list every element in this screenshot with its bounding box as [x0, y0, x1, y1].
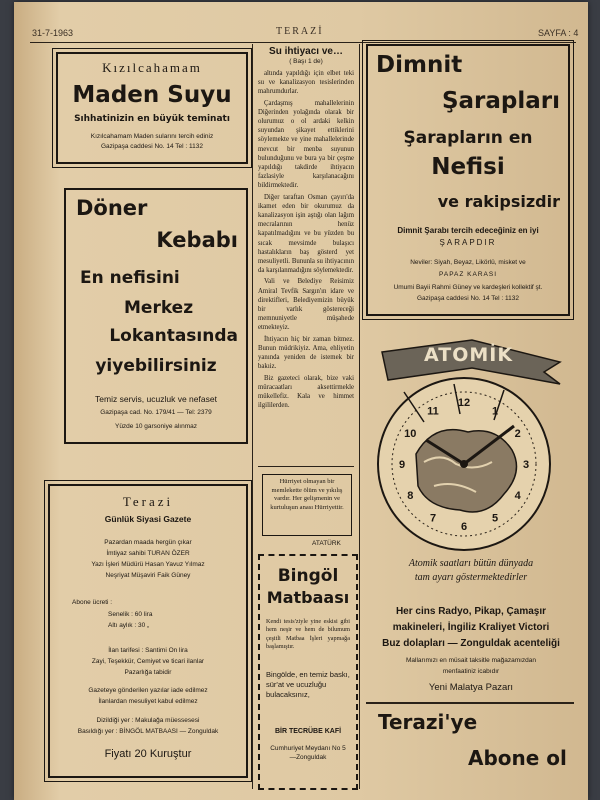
dimnit-line6: Dimnit Şarabı tercih edeceğiniz en iyi: [397, 226, 539, 235]
doner-kebab-ad: [64, 188, 248, 444]
masthead-subtitle: Günlük Siyasi Gazete: [104, 514, 192, 524]
dimnit-line8: Neviler: Siyah, Beyaz, Likörlü, misket ve: [410, 259, 526, 266]
masthead-line11: Zayi, Teşekkür, Cemiyet ve ticari ilanlar: [91, 658, 205, 665]
header-date: 31-7-1963: [32, 28, 74, 38]
maden-line2: Maden Suyu: [72, 82, 232, 108]
doner-line5: Lokantasında: [109, 326, 238, 346]
clock-number: 5: [491, 512, 499, 525]
clock-number: 2: [514, 428, 521, 440]
atomik-line5: menfaatiniz icabıdır: [442, 668, 500, 675]
masthead-line5: Yazı İşleri Müdürü Hasan Yavuz Yılmaz: [91, 561, 205, 568]
dimnit-line3: Şarapların en: [403, 128, 533, 148]
header-title: TERAZİ: [276, 26, 324, 37]
dimnit-line9: PAPAZ KARASI: [439, 271, 497, 278]
clock-number: 1: [491, 405, 499, 418]
quote-author: ATATÜRK: [312, 540, 341, 547]
ataturk-quote-box: [262, 474, 352, 536]
atomik-banner-text: ATOMİK: [424, 344, 514, 366]
newspaper-page: [14, 2, 588, 800]
clock-number: 7: [429, 512, 437, 525]
header-rule: [30, 42, 576, 43]
clock-number: 4: [514, 490, 521, 502]
dimnit-line2: Şarapları: [441, 88, 560, 114]
clock-number: 9: [398, 459, 406, 471]
maden-line4: Kızılcahamam Maden sularını tercih ediniz: [90, 133, 214, 140]
dimnit-line11: Gazipaşa caddesi No. 14 Tel : 1132: [416, 295, 520, 302]
masthead-line14: İlanlardan mesuliyet kabul edilmez: [98, 698, 198, 705]
article-paragraph: İhtiyacın hiç bir zaman bitmez. Bunun müdrikiyiz. Ama, ehliyetin yanında yeniden de istemek bir bakıiz.: [258, 335, 354, 371]
dimnit-line7: ŞARAPDIR: [439, 238, 497, 247]
doner-line9: Yüzde 10 garsoniye alınmaz: [114, 423, 198, 430]
bingol-text3: BİR TECRÜBE KAFİ: [274, 728, 342, 735]
dimnit-line10: Umumi Bayii Rahmi Güney ve kardeşleri kollektif şt.: [393, 284, 543, 291]
atomik-line1: Her cins Radyo, Pikap, Çamaşır: [395, 606, 547, 617]
clock-number: 12: [457, 397, 471, 409]
header-page: SAYFA : 4: [538, 28, 579, 38]
article-paragraph: altında yapıldığı için elbet teki su ve kanalizasyon tesislerinden mahrumdurlar.: [258, 70, 354, 96]
clock-number: 11: [427, 405, 439, 418]
dimnit-line1: Dimnit: [376, 52, 463, 78]
article-rule: [258, 466, 354, 467]
bingol-title1: Bingöl: [277, 566, 339, 586]
masthead-line7: Abone ücreti :: [72, 599, 113, 606]
doner-line3: En nefisini: [80, 268, 180, 288]
article-paragraph: Diğer taraftan Osman çayırı'da ikamet eden bir okurumuz da kanalizasyon işin aştığı olan lağım mecralarının henüz kapatılmadığını ve bu yüzden bu sıcak mevsimde bulaşıcı hastalıkların baş gösterd yet mesuliyetli. Bununla su ihtiyacının da karşılanmadığını söylemektedir.: [258, 193, 354, 275]
subscribe-line1: Terazi'ye: [378, 710, 478, 734]
atomik-ad: [364, 322, 578, 602]
maden-line3: Sıhhatinizin en büyük teminatı: [74, 114, 230, 124]
doner-line2: Kebabı: [156, 228, 238, 252]
bingol-text1: Kendi tesis'ziyle yine eskisi gibi hem neşir ve hem de bilumum çeşitli Matbaa İşleri yapmağa başlamıştır.: [266, 618, 350, 651]
atomik-line6: Yeni Malatya Pazarı: [428, 682, 514, 693]
clock-number: 6: [460, 521, 468, 533]
column-rule-left: [252, 44, 253, 789]
doner-line4: Merkez: [124, 298, 194, 318]
article-paragraph: Biz gazeteci olarak, bize vaki müracaatları aksettirmekle mükellefiz. Kala ve himmet ilgililerden.: [258, 374, 354, 410]
doner-line8: Gazipaşa cad. No. 179/41 — Tel: 2379: [100, 409, 212, 416]
subscribe-rule: [366, 702, 574, 704]
clock-number: 10: [404, 428, 417, 440]
masthead-line3: Pazardan maada hergün çıkar: [104, 539, 192, 546]
masthead-line16: Basıldığı yer : BİNGÖL MATBAASI — Zonguldak: [77, 728, 219, 735]
subscribe-line2: Abone ol: [468, 746, 567, 770]
clock-center: [460, 460, 468, 468]
dimnit-line4: Nefisi: [431, 154, 505, 180]
masthead-price: Fiyatı 20 Kuruştur: [104, 748, 192, 760]
quote-text: Hürriyet olmayan bir memlekette ölüm ve yıkılış vardır. Her gelişmenin ve kurtuluşun anası Hürriyettir.: [270, 478, 344, 511]
atomik-line4: Mallarımızı en müsait taksitle mağazamızdan: [405, 657, 537, 664]
masthead-line10: İlan tarifesi : Santimi On lira: [108, 647, 188, 654]
bingol-text4: Cumhuriyet Meydanı No 5—Zonguldak: [270, 745, 346, 761]
masthead-line15: Dizildiği yer : Makulağa müessesesi: [96, 717, 200, 724]
maden-line1: Kızılcahamam: [102, 60, 202, 75]
clock-number: 3: [522, 459, 530, 471]
maden-suyu-ad: [56, 52, 248, 164]
atomik-line3: Buz dolapları — Zonguldak acenteliği: [382, 638, 560, 649]
bingol-matbaasi-ad: [258, 554, 358, 790]
atomik-slogan1: Atomik saatları bütün dünyada: [408, 558, 534, 569]
bingol-text2: Bingölde, en temiz baskı, sür'at ve ucuzluğu bulacaksınız,: [266, 670, 350, 699]
atomik-line2: makineleri, İngiliz Kraliyet Victori: [392, 622, 550, 633]
doner-line6: yiyebilirsiniz: [95, 356, 217, 376]
bingol-title2: Matbaası: [266, 588, 350, 607]
dimnit-ad: [366, 44, 570, 316]
masthead-title: Terazi: [122, 494, 174, 509]
masthead-line12: Pazarlığa tabidir: [124, 669, 172, 676]
maden-line5: Gazipaşa caddesi No. 14 Tel : 1132: [100, 143, 204, 150]
masthead-line8: Senelik : 60 lira: [108, 611, 153, 618]
article-column: [258, 44, 354, 464]
article-paragraph: Çardaşmış mahallelerinin Diğerinden yolağında olarak bir olurumuz o ol ardaki kelkin suyundan şikayet ettiklerini söylemekte ve yine mahallelerinde mevcut bir menba suyunun bulunduğunu ve bura ya bir çeşme yapıldığı takdirde ihtiyacın fazlasiyle karşılanacağını bildirmektedir.: [258, 99, 354, 190]
masthead-line4: İmtiyaz sahibi TURAN ÖZER: [106, 550, 190, 557]
article-body: [258, 69, 354, 410]
masthead-line6: Neşriyat Müşaviri Faik Güney: [105, 572, 191, 579]
clock-number: 8: [407, 490, 414, 502]
article-paragraph: Vali ve Belediye Reisimiz Amiral Tevfik Sargın'ın idare ve direktifleri, Belediyemizin büyük bir varlık göstereceği memnuniyetle müşahede etmekteyiz.: [258, 278, 354, 332]
masthead-line9: Altı aylık : 30 „: [108, 622, 150, 629]
article-subtitle: ( Başı 1 de): [289, 58, 323, 65]
doner-line7: Temiz servis, ucuzluk ve nefaset: [95, 394, 217, 404]
doner-line1: Döner: [76, 196, 148, 220]
article-title: Su ihtiyacı ve…: [269, 46, 343, 57]
column-rule-right: [359, 44, 360, 789]
atomik-slogan2: tam ayarı göstermektedirler: [414, 572, 528, 583]
dimnit-line5: ve rakipsizdir: [437, 192, 560, 211]
masthead-box: [48, 484, 248, 778]
masthead-line13: Gazeteye gönderilen yazılar iade edilmez: [88, 687, 208, 694]
